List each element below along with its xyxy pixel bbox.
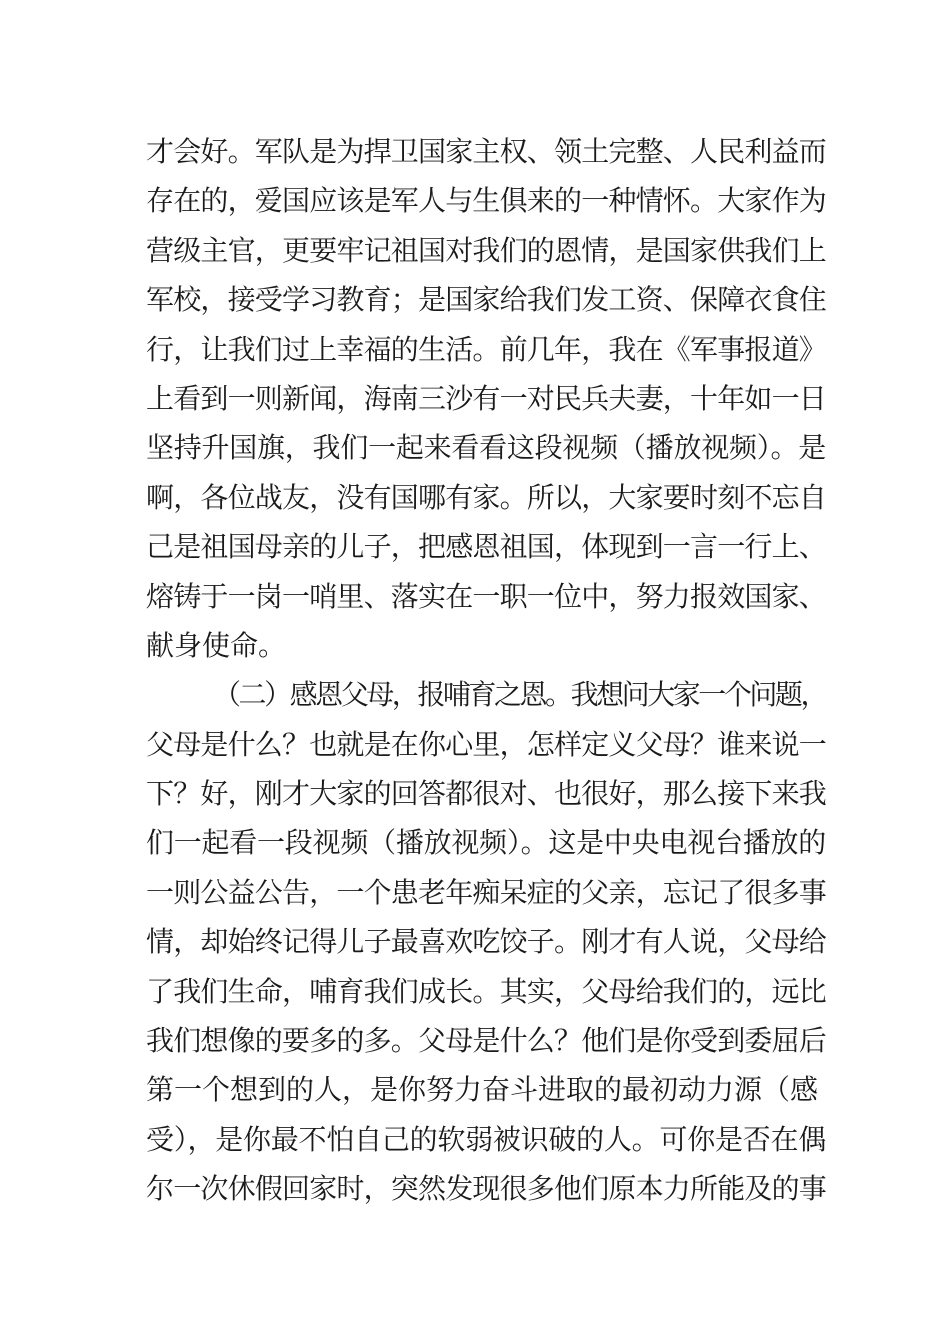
body-text (146, 127, 826, 1214)
text-line: 啊，各位战友，没有国哪有家。所以，大家要时刻不忘自 (146, 480, 827, 514)
text-line: 熔铸于一岗一哨里、落实在一职一位中，努力报效国家、 (146, 579, 827, 613)
text-line: 了我们生命，哺育我们成长。其实，父母给我们的，远比 (146, 974, 827, 1008)
text-line: 营级主官，更要牢记祖国对我们的恩情，是国家供我们上 (146, 233, 827, 267)
text-line: 坚持升国旗，我们一起来看看这段视频（播放视频）。是 (146, 431, 827, 465)
text-line: 情，却始终记得儿子最喜欢吃饺子。刚才有人说，父母给 (146, 925, 827, 959)
paragraph-first-line: （二）感恩父母，报哺育之恩。我想问大家一个问题， (213, 678, 827, 712)
text-line: 父母是什么？也就是在你心里，怎样定义父母？谁来说一 (146, 727, 827, 761)
text-line: 下？好，刚才大家的回答都很对、也很好，那么接下来我 (146, 777, 827, 811)
text-line: 行，让我们过上幸福的生活。前几年，我在《军事报道》 (146, 332, 827, 366)
text-line: 献身使命。 (146, 628, 287, 662)
text-line: 们一起看一段视频（播放视频）。这是中央电视台播放的 (146, 826, 827, 860)
text-line: 才会好。军队是为捍卫国家主权、领土完整、人民利益而 (146, 135, 827, 168)
text-line: 一则公益公告，一个患老年痴呆症的父亲，忘记了很多事 (146, 875, 827, 909)
text-line: 第一个想到的人，是你努力奋斗进取的最初动力源（感 (146, 1073, 819, 1107)
text-line: 己是祖国母亲的儿子，把感恩祖国，体现到一言一行上、 (146, 530, 827, 564)
text-line: 我们想像的要多的多。父母是什么？他们是你受到委屈后 (146, 1024, 827, 1058)
text-line: 尔一次休假回家时，突然发现很多他们原本力所能及的事 (146, 1172, 827, 1206)
text-line: 存在的，爱国应该是军人与生俱来的一种情怀。大家作为 (146, 184, 827, 218)
text-line: 军校，接受学习教育；是国家给我们发工资、保障衣食住 (146, 283, 827, 317)
text-line: 受），是你最不怕自己的软弱被识破的人。可你是否在偶 (146, 1122, 827, 1156)
text-line: 上看到一则新闻，海南三沙有一对民兵夫妻，十年如一日 (146, 381, 827, 415)
